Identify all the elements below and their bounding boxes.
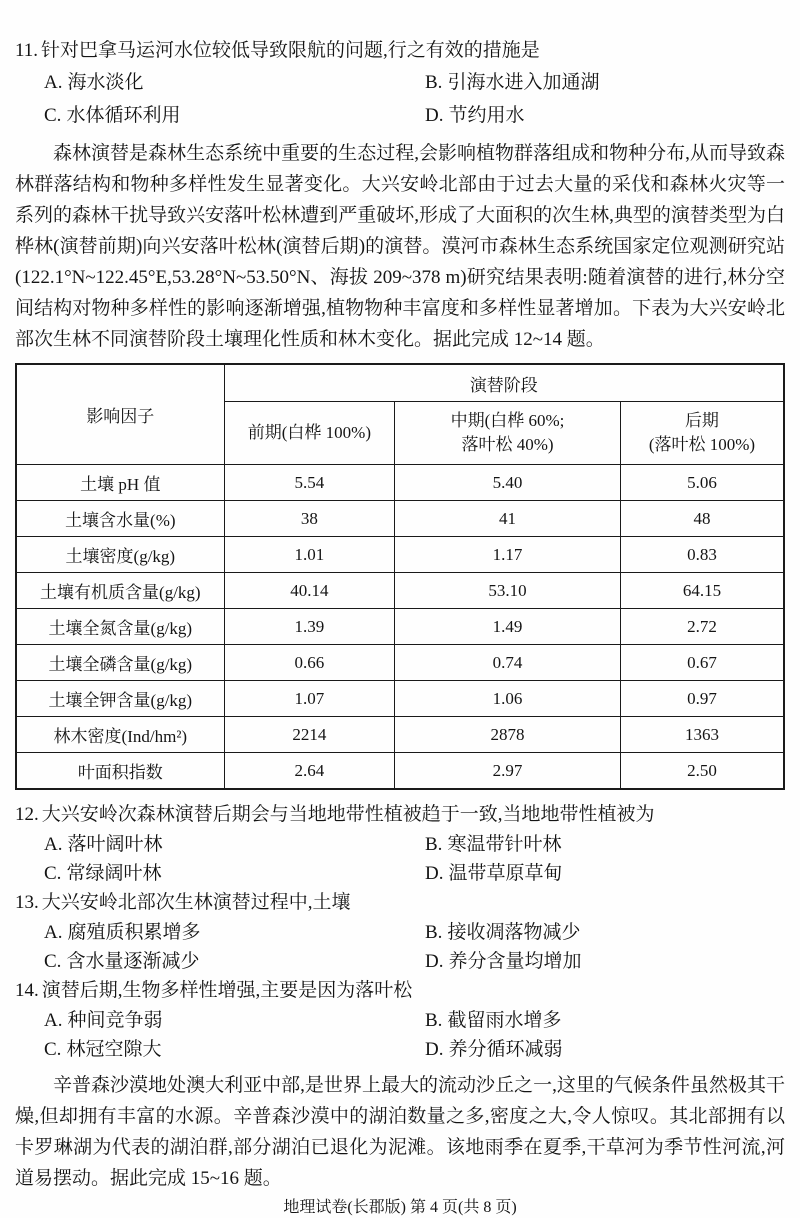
option-label: A.	[44, 72, 63, 93]
option-text: 养分含量均增加	[448, 951, 582, 972]
question-text: 针对巴拿马运河水位较低导致限航的问题,行之有效的措施是	[41, 40, 540, 61]
value-cell: 5.06	[620, 465, 784, 501]
value-cell: 40.14	[224, 573, 394, 609]
question-stem	[15, 888, 785, 918]
option-text: 接收凋落物减少	[447, 922, 581, 943]
passage-simpson-desert: 辛普森沙漠地处澳大利亚中部,是世界上最大的流动沙丘之一,这里的气候条件虽然极其干燥,但却拥有丰富的水源。辛普森沙漠中的湖泊数量之多,密度之大,令人惊叹。其北部拥有以卡罗琳湖为代表的湖泊群,部分湖泊已退化为泥滩。该地雨季在夏季,干草河为季节性河流,河道易摆动。据此完成 15~16 题。	[15, 1075, 785, 1189]
value-cell: 2.97	[395, 753, 621, 790]
value-cell: 1.06	[395, 681, 621, 717]
table-row	[16, 681, 784, 717]
factor-cell: 土壤全磷含量(g/kg)	[16, 645, 224, 681]
table-row	[16, 753, 784, 790]
value-cell: 1.49	[395, 609, 621, 645]
value-cell: 5.40	[395, 465, 621, 501]
value-cell: 2.72	[620, 609, 784, 645]
option-text: 引海水进入加通湖	[447, 72, 600, 93]
option-a	[44, 918, 425, 947]
question-text: 演替后期,生物多样性增强,主要是因为落叶松	[41, 980, 413, 1001]
option-label: B.	[425, 1010, 443, 1031]
factor-cell: 叶面积指数	[16, 753, 224, 790]
options-q12	[15, 830, 785, 888]
stage-late-line1: 后期	[684, 411, 719, 430]
option-b	[425, 1006, 785, 1035]
table-row	[16, 501, 784, 537]
factor-cell: 土壤全钾含量(g/kg)	[16, 681, 224, 717]
question-11	[15, 36, 785, 132]
option-label: C.	[44, 105, 62, 126]
value-cell: 1.39	[224, 609, 394, 645]
option-text: 种间竞争弱	[67, 1010, 163, 1031]
question-14	[15, 976, 785, 1064]
question-number: 12.	[15, 804, 39, 825]
value-cell: 38	[224, 501, 394, 537]
value-cell: 41	[395, 501, 621, 537]
stage-early-line1: 前期(白桦 100%)	[247, 423, 371, 442]
option-label: A.	[44, 1010, 63, 1031]
value-cell: 1.17	[395, 537, 621, 573]
option-text: 温带草原草甸	[448, 863, 563, 884]
option-b	[425, 66, 785, 99]
option-label: A.	[44, 834, 63, 855]
option-d	[425, 99, 785, 132]
option-label: B.	[425, 922, 443, 943]
stage-late-line2: (落叶松 100%)	[648, 435, 756, 454]
table-header-stage-late	[620, 402, 784, 465]
option-a	[44, 66, 425, 99]
question-stem	[15, 976, 785, 1006]
value-cell: 1.07	[224, 681, 394, 717]
factor-cell: 土壤密度(g/kg)	[16, 537, 224, 573]
value-cell: 2.64	[224, 753, 394, 790]
question-text: 大兴安岭北部次生林演替过程中,土壤	[41, 892, 351, 913]
value-cell: 1.01	[224, 537, 394, 573]
option-text: 落叶阔叶林	[67, 834, 163, 855]
option-label: D.	[425, 1039, 444, 1060]
option-text: 腐殖质积累增多	[67, 922, 201, 943]
question-stem	[15, 800, 785, 830]
factor-cell: 土壤有机质含量(g/kg)	[16, 573, 224, 609]
option-b	[425, 830, 785, 859]
table-row	[16, 573, 784, 609]
question-number: 14.	[15, 980, 39, 1001]
page-footer: 地理试卷(长郡版) 第 4 页(共 8 页)	[283, 1199, 517, 1216]
option-label: B.	[425, 834, 443, 855]
table-header-stage-early	[224, 402, 394, 465]
table-row	[16, 717, 784, 753]
passage-forest-succession: 森林演替是森林生态系统中重要的生态过程,会影响植物群落组成和物种分布,从而导致森林群落结构和物种多样性发生显著变化。大兴安岭北部由于过去大量的采伐和森林火灾等一系列的森林干扰导致兴安落叶松林遭到严重破坏,形成了大面积的次生林,典型的演替类型为白桦林(演替前期)向兴安落叶松林(演替后期)的演替。漠河市森林生态系统国家定位观测研究站(122.1°N~122.45°E,53.28°N~53.50°N、海拔 209~378 m)研究结果表明:随着演替的进行,林分空间结构对物种多样性的影响逐渐增强,植物物种丰富度和多样性显著增加。下表为大兴安岭北部次生林不同演替阶段土壤理化性质和林木变化。据此完成 12~14 题。	[15, 143, 785, 350]
option-label: C.	[44, 951, 62, 972]
table-row	[16, 465, 784, 501]
option-text: 常绿阔叶林	[66, 863, 162, 884]
value-cell: 48	[620, 501, 784, 537]
options-q11	[15, 66, 785, 132]
table-row	[16, 609, 784, 645]
value-cell: 2878	[395, 717, 621, 753]
table-row	[16, 645, 784, 681]
value-cell: 53.10	[395, 573, 621, 609]
option-text: 养分循环减弱	[448, 1039, 563, 1060]
table-header-stage-mid	[395, 402, 621, 465]
option-a	[44, 830, 425, 859]
option-c	[44, 947, 425, 976]
table-row	[16, 537, 784, 573]
value-cell: 64.15	[620, 573, 784, 609]
option-label: A.	[44, 922, 63, 943]
option-text: 含水量逐渐减少	[66, 951, 200, 972]
value-cell: 0.74	[395, 645, 621, 681]
value-cell: 0.97	[620, 681, 784, 717]
value-cell: 5.54	[224, 465, 394, 501]
value-cell: 0.66	[224, 645, 394, 681]
factor-cell: 土壤 pH 值	[16, 465, 224, 501]
options-q13	[15, 918, 785, 976]
option-c	[44, 859, 425, 888]
value-cell: 0.67	[620, 645, 784, 681]
table-header-factor: 影响因子	[16, 364, 224, 465]
option-label: D.	[425, 105, 444, 126]
option-d	[425, 1035, 785, 1064]
option-text: 节约用水	[448, 105, 525, 126]
option-text: 截留雨水增多	[447, 1010, 562, 1031]
question-stem	[15, 36, 785, 66]
option-a	[44, 1006, 425, 1035]
value-cell: 2.50	[620, 753, 784, 790]
option-label: C.	[44, 1039, 62, 1060]
options-q14	[15, 1006, 785, 1064]
option-text: 水体循环利用	[66, 105, 181, 126]
option-c	[44, 1035, 425, 1064]
option-text: 寒温带针叶林	[447, 834, 562, 855]
option-c	[44, 99, 425, 132]
question-12	[15, 800, 785, 888]
option-label: D.	[425, 951, 444, 972]
factor-cell: 土壤含水量(%)	[16, 501, 224, 537]
value-cell: 2214	[224, 717, 394, 753]
factor-cell: 土壤全氮含量(g/kg)	[16, 609, 224, 645]
value-cell: 0.83	[620, 537, 784, 573]
option-text: 海水淡化	[67, 72, 144, 93]
question-13	[15, 888, 785, 976]
factor-cell: 林木密度(Ind/hm²)	[16, 717, 224, 753]
question-number: 13.	[15, 892, 39, 913]
question-number: 11.	[15, 40, 39, 61]
stage-mid-line2: 落叶松 40%)	[461, 435, 554, 454]
stage-mid-line1: 中期(白桦 60%;	[450, 411, 565, 430]
option-text: 林冠空隙大	[66, 1039, 162, 1060]
option-label: B.	[425, 72, 443, 93]
question-text: 大兴安岭次森林演替后期会与当地地带性植被趋于一致,当地地带性植被为	[41, 804, 655, 825]
option-label: D.	[425, 863, 444, 884]
option-d	[425, 859, 785, 888]
value-cell: 1363	[620, 717, 784, 753]
table-header-stage: 演替阶段	[224, 364, 784, 402]
succession-table	[15, 363, 785, 790]
option-label: C.	[44, 863, 62, 884]
option-d	[425, 947, 785, 976]
option-b	[425, 918, 785, 947]
